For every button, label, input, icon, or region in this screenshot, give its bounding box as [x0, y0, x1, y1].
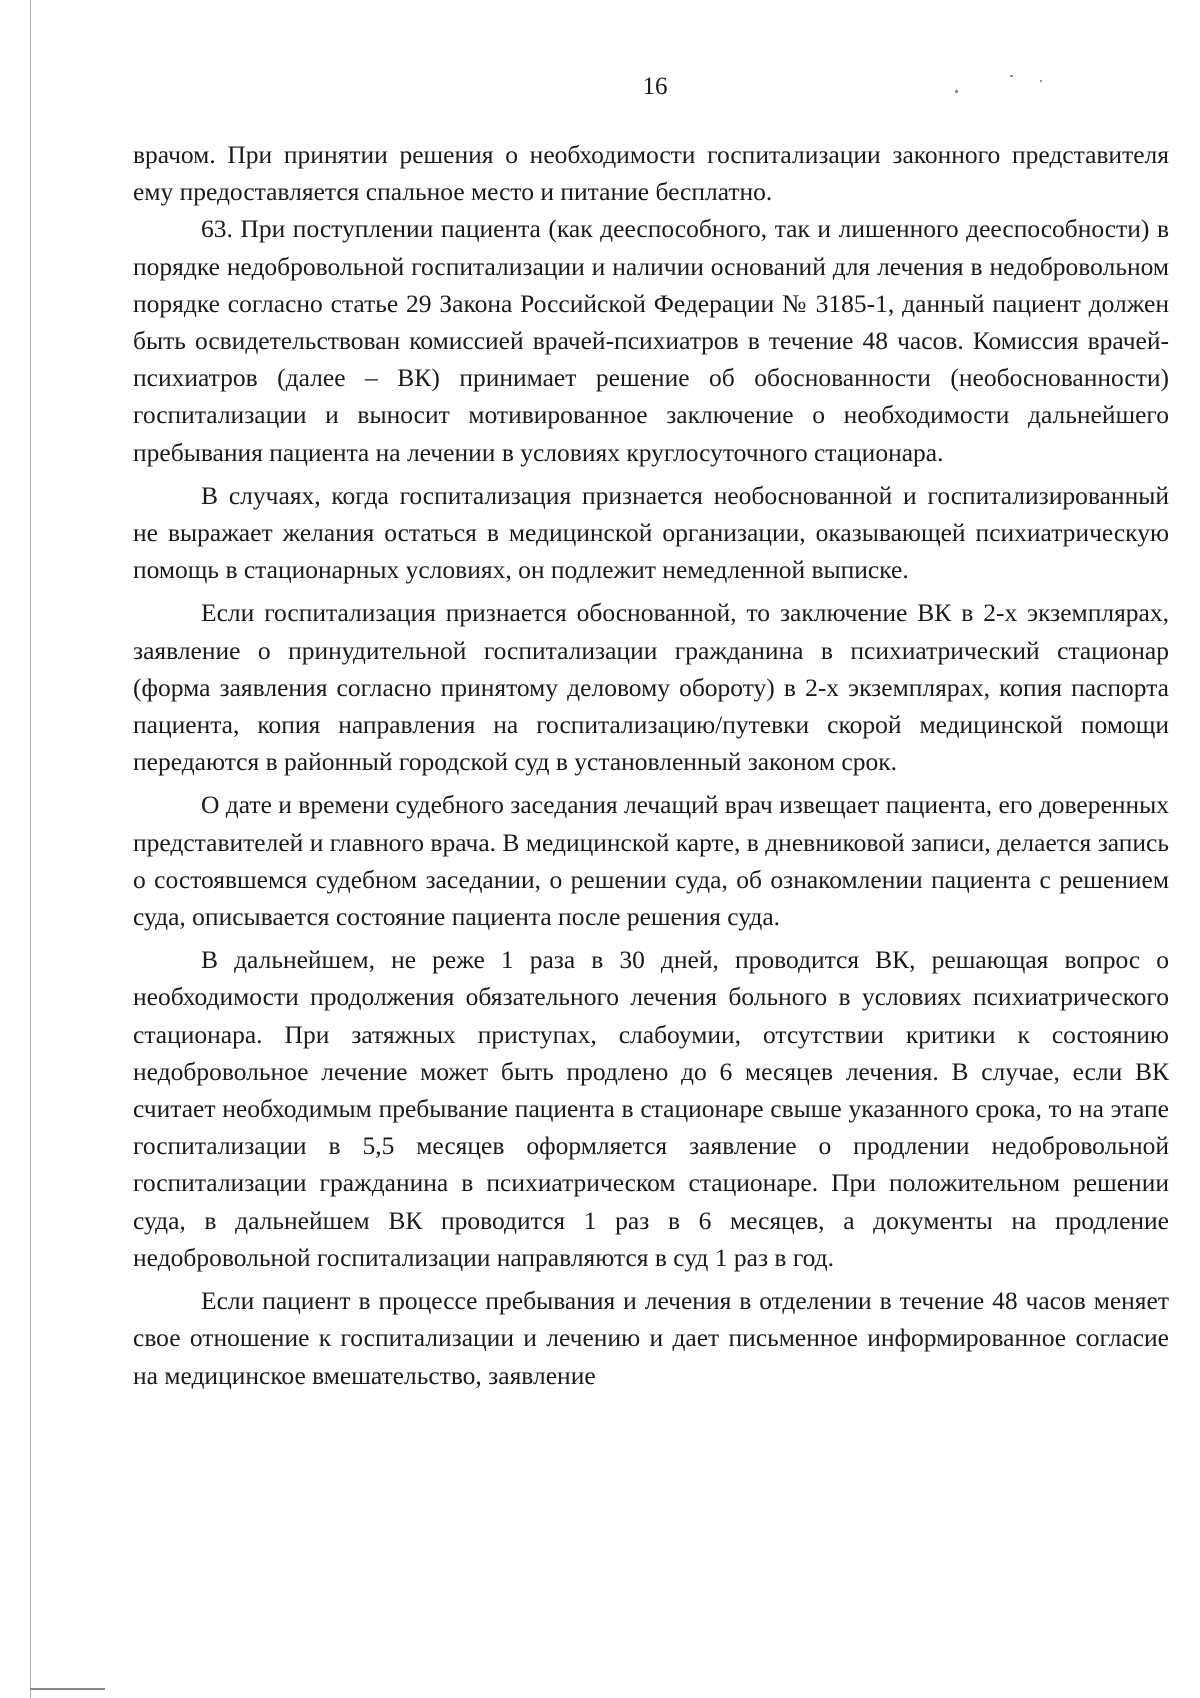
paragraph: О дате и времени судебного заседания лечащий врач извещает пациента, его доверенных представителей и главного врача. В медицинской карте, в дневниковой записи, делается запись о состоявшемся судебном заседании, о решении суда, об ознакомлении пациента с решением суда, описывается состояние пациента после решения суда. [133, 790, 1169, 932]
document-body [133, 136, 1169, 1394]
paragraph: 63. При поступлении пациента (как дееспособного, так и лишенного дееспособности) в порядке недобровольной госпитализации и наличии оснований для лечения в недобровольном порядке согласно статье 29 Закона Российской Федерации № 3185-1, данный пациент должен быть освидетельствован комиссией врачей-психиатров в течение 48 часов. Комиссия врачей-психиатров (далее – ВК) принимает решение об обоснованности (необоснованности) госпитализации и выносит мотивированное заключение о необходимости дальнейшего пребывания пациента на лечении в условиях круглосуточного стационара. [133, 214, 1169, 467]
paragraph: В случаях, когда госпитализация признается необоснованной и госпитализированный не выражает желания остаться в медицинской организации, оказывающей психиатрическую помощь в стационарных условиях, он подлежит немедленной выписке. [133, 480, 1169, 585]
page-number: 16 [642, 73, 668, 100]
scan-bottom-mark [30, 1688, 105, 1690]
paragraph: Если пациент в процессе пребывания и лечения в отделении в течение 48 часов меняет свое отношение к госпитализации и лечению и дает письменное информированное согласие на медицинское вмешательство, заявление [133, 1286, 1169, 1390]
scan-left-edge [30, 0, 31, 1698]
paragraph: В дальнейшем, не реже 1 раза в 30 дней, проводится ВК, решающая вопрос о необходимости продолжения обязательного лечения больного в условиях психиатрического стационара. При затяжных приступах, слабоумии, отсутствии критики к состоянию недобровольное лечение может быть продлено до 6 месяцев лечения. В случае, если ВК считает необходимым пребывание пациента в стационаре свыше указанного срока, то на этапе госпитализации в 5,5 месяцев оформляется заявление о продлении недобровольной госпитализации гражданина в психиатрическом стационаре. При положительном решении суда, в дальнейшем ВК проводится 1 раз в 6 месяцев, а документы на продление недобровольной госпитализации направляются в суд 1 раз в год. [133, 945, 1169, 1272]
paragraph: врачом. При принятии решения о необходимости госпитализации законного представителя ему предоставляется спальное место и питание бесплатно. [133, 140, 1169, 207]
paragraph: Если госпитализация признается обоснованной, то заключение ВК в 2-х экземплярах, заявление о принудительной госпитализации гражданина в психиатрический стационар (форма заявления согласно принятому деловому обороту) в 2-х экземплярах, копия паспорта пациента, копия направления на госпитализацию/путевки скорой медицинской помощи передаются в районный городской суд в установленный законом срок. [133, 598, 1169, 777]
